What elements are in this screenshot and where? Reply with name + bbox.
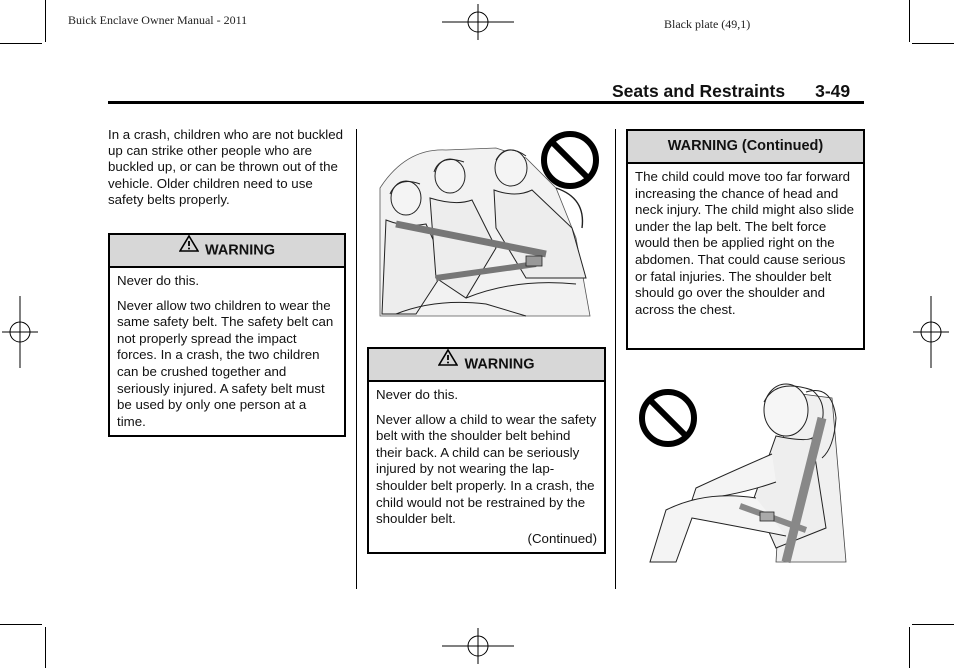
continued-label: (Continued) [527, 530, 597, 546]
warning-title: WARNING (Continued) [667, 138, 824, 154]
warning-text: Never allow two children to wear the same safety belt. The safety belt can not properly spread the impact forces. In a crash, the two children can be crushed together and seriously injured. A safety belt must be used by only one person at a time. [117, 297, 334, 429]
section-title: Seats and Restraints [612, 81, 786, 101]
warning-box [367, 347, 606, 554]
crop-mark [912, 624, 954, 625]
registration-mark-icon [442, 4, 514, 40]
registration-mark-icon [442, 628, 514, 664]
crop-mark [909, 0, 910, 42]
warning-body [110, 268, 344, 436]
warning-triangle-icon [438, 347, 458, 378]
page-header [612, 81, 850, 102]
warning-body [369, 382, 604, 553]
crop-mark [912, 43, 954, 44]
intro-paragraph: In a crash, children who are not buckled up can strike other people who are buckled up, or can be thrown out of the vehicle. Older children need to use safety belts properly. [108, 127, 344, 207]
warning-header [628, 131, 863, 164]
warning-text: Never do this. [376, 387, 459, 402]
warning-body [628, 164, 863, 324]
crop-mark [0, 43, 42, 44]
registration-mark-icon [2, 296, 38, 368]
warning-box [108, 233, 346, 437]
warning-text: Never do this. [117, 273, 200, 288]
warning-triangle-icon [179, 233, 199, 264]
warning-title: WARNING [204, 242, 276, 259]
prohibition-icon [544, 134, 596, 186]
warning-box [626, 129, 865, 350]
crop-mark [45, 627, 46, 668]
print-header-right: Black plate (49,1) [664, 17, 751, 31]
print-header-left: Buick Enclave Owner Manual - 2011 [68, 13, 248, 27]
prohibition-icon [642, 392, 694, 444]
column-divider [615, 129, 616, 589]
registration-mark-icon [913, 296, 949, 368]
header-rule [108, 101, 864, 104]
belt-behind-back-illustration [636, 378, 848, 564]
two-children-one-belt-illustration [376, 128, 604, 320]
column-divider [356, 129, 357, 589]
warning-header [369, 349, 604, 382]
warning-text: The child could move too far forward increasing the chance of head and neck injury. The child might also slide under the lap belt. The belt force would then be applied right on the abdomen. That could cause serious or fatal injuries. The shoulder belt should go over the shoulder and across the chest. [635, 169, 855, 317]
crop-mark [909, 627, 910, 668]
warning-text: Never allow a child to wear the safety belt with the shoulder belt behind their back. A child can be seriously injured by not wearing the lap-shoulder belt properly. In a crash, the child would not be restrained by the shoulder belt. [376, 411, 597, 527]
page-number: 3-49 [815, 81, 851, 101]
warning-header [110, 235, 344, 268]
warning-title: WARNING [464, 356, 535, 373]
crop-mark [45, 0, 46, 42]
crop-mark [0, 624, 42, 625]
